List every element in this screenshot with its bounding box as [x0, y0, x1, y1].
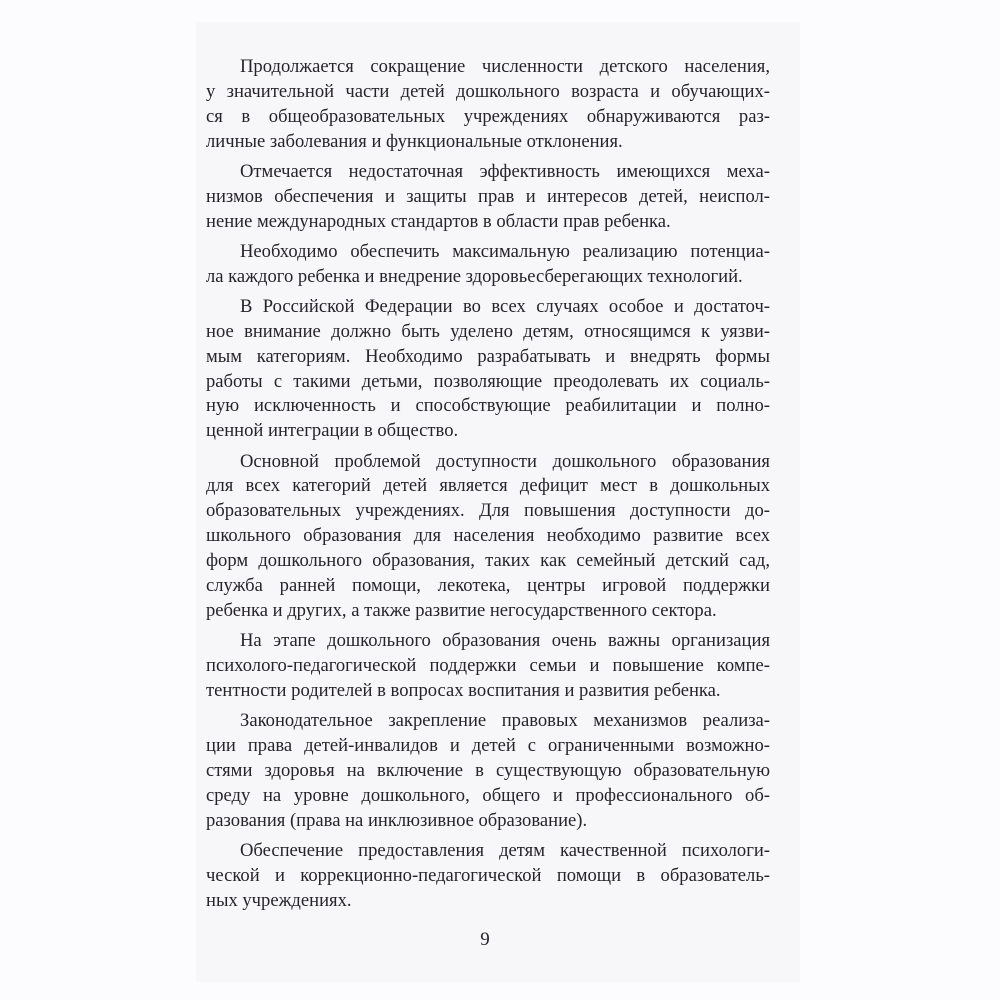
text-line: психолого-педагогической поддержки семьи и повышение компе- [206, 654, 770, 676]
paragraph-7 [206, 709, 770, 833]
text-line: работы с такими детьми, позволяющие преодолевать их социаль- [206, 370, 770, 392]
text-line: школьного образования для населения необходимо развитие всех [206, 525, 770, 547]
text-line: ребенка и других, а также развитие негосударственного сектора. [206, 599, 717, 621]
text-line: ческой и коррекционно-педагогической помощи в образователь- [206, 864, 770, 886]
text-line: для всех категорий детей является дефицит мест в дошкольных [206, 475, 770, 497]
body-text [206, 55, 770, 919]
text-line: ции права детей-инвалидов и детей с ограниченными возможно- [206, 734, 770, 756]
paragraph-2 [206, 160, 770, 235]
text-line: среду на уровне дошкольного, общего и профессионального об- [206, 784, 770, 806]
text-line: разования (права на инклюзивное образование). [206, 809, 588, 831]
text-line: ценной интеграции в общество. [206, 420, 459, 442]
text-line: мым категориям. Необходимо разрабатывать и внедрять формы [206, 345, 770, 367]
text-line: тентности родителей в вопросах воспитания и развития ребенка. [206, 679, 721, 701]
text-line: Законодательное закрепление правовых механизмов реализа- [240, 710, 770, 732]
text-line: Необходимо обеспечить максимальную реализацию потенциа- [240, 240, 770, 262]
text-line: Продолжается сокращение численности детского населения, [240, 56, 770, 77]
text-line: личные заболевания и функциональные отклонения. [206, 130, 623, 152]
text-line: ных учреждениях. [206, 889, 352, 911]
text-line: ную исключенность и способствующие реабилитации и полно- [206, 395, 770, 417]
paragraph-3 [206, 240, 770, 290]
text-line: Отмечается недостаточная эффективность имеющихся меха- [240, 160, 770, 182]
text-line: На этапе дошкольного образования очень важны организация [240, 630, 770, 652]
paragraph-5 [206, 450, 770, 624]
text-line: стями здоровья на включение в существующую образовательную [206, 759, 770, 781]
text-line: служба ранней помощи, лекотека, центры игровой поддержки [206, 575, 770, 596]
text-line: низмов обеспечения и защиты прав и интересов детей, неиспол- [206, 185, 770, 207]
text-line: ное внимание должно быть уделено детям, относящимся к уязви- [206, 320, 770, 342]
paragraph-4 [206, 295, 770, 444]
text-line: образовательных учреждениях. Для повышения доступности до- [206, 500, 770, 522]
text-line: В Российской Федерации во всех случаях особое и достаточ- [240, 295, 770, 317]
text-line: форм дошкольного образования, таких как семейный детский сад, [206, 550, 770, 572]
text-line: ся в общеобразовательных учреждениях обнаруживаются раз- [206, 105, 770, 127]
page-number: 9 [480, 929, 490, 950]
text-line: нение международных стандартов в области прав ребенка. [206, 210, 671, 232]
paragraph-6 [206, 629, 770, 704]
text-line: у значительной части детей дошкольного возраста и обучающих- [206, 80, 770, 102]
paragraph-1 [206, 55, 770, 155]
text-line: Основной проблемой доступности дошкольного образования [240, 450, 770, 472]
text-line: ла каждого ребенка и внедрение здоровьесберегающих технологий. [206, 265, 743, 287]
text-line: Обеспечение предоставления детям качественной психологи- [240, 839, 770, 861]
paragraph-8 [206, 839, 770, 914]
